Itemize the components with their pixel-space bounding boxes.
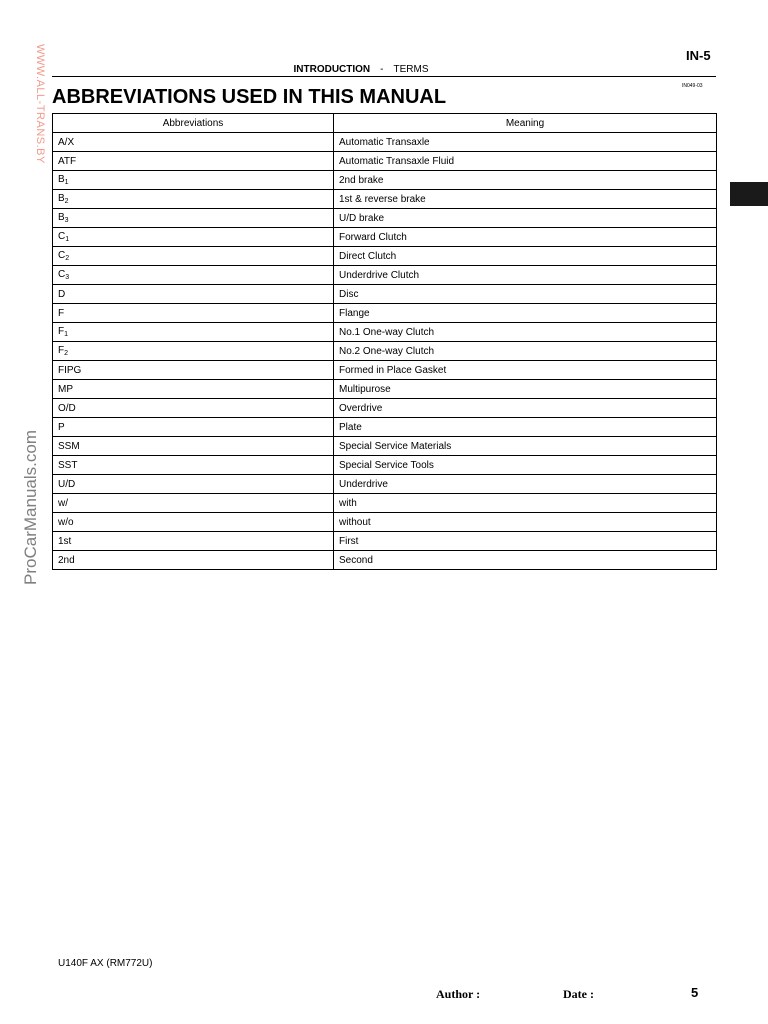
table-row	[53, 133, 717, 152]
meaning-cell: Automatic Transaxle	[334, 133, 717, 152]
abbreviation-text: FIPG	[58, 364, 82, 376]
abbreviation-cell	[53, 342, 334, 361]
abbreviation-cell	[53, 513, 334, 532]
abbreviation-cell	[53, 437, 334, 456]
meaning-cell: without	[334, 513, 717, 532]
abbreviation-subscript: 1	[64, 331, 69, 338]
abbreviation-text: 2nd	[58, 554, 75, 566]
table-row	[53, 475, 717, 494]
table-row	[53, 513, 717, 532]
meaning-cell: Second	[334, 551, 717, 570]
abbreviation-subscript: 1	[64, 179, 69, 186]
column-header-abbreviations: Abbreviations	[53, 114, 334, 133]
table-row	[53, 494, 717, 513]
abbreviation-cell	[53, 247, 334, 266]
table-row	[53, 209, 717, 228]
abbreviation-subscript: 2	[64, 350, 69, 357]
abbreviation-text: P	[58, 421, 65, 433]
running-head	[0, 64, 722, 75]
table-row	[53, 152, 717, 171]
meaning-cell: No.1 One-way Clutch	[334, 323, 717, 342]
table-row	[53, 323, 717, 342]
abbreviation-text: F	[58, 326, 65, 337]
abbreviation-subscript: 1	[65, 236, 70, 243]
column-header-meaning: Meaning	[334, 114, 717, 133]
abbreviation-cell	[53, 532, 334, 551]
doc-code: IN049-03	[682, 83, 703, 89]
meaning-cell: Overdrive	[334, 399, 717, 418]
page-id: IN-5	[686, 48, 711, 63]
table-row	[53, 190, 717, 209]
abbreviation-cell	[53, 551, 334, 570]
watermark-site: ProCarManuals.com	[21, 430, 40, 585]
abbreviation-cell	[53, 209, 334, 228]
abbreviation-text: ATF	[58, 155, 77, 167]
meaning-cell: Automatic Transaxle Fluid	[334, 152, 717, 171]
abbreviation-subscript: 2	[65, 255, 70, 262]
abbreviation-cell	[53, 266, 334, 285]
date-label: Date :	[563, 987, 594, 1001]
meaning-cell: No.2 One-way Clutch	[334, 342, 717, 361]
meaning-cell: Flange	[334, 304, 717, 323]
table-row	[53, 285, 717, 304]
abbreviations-table	[52, 113, 717, 570]
meaning-cell: Special Service Tools	[334, 456, 717, 475]
table-row	[53, 437, 717, 456]
table-row	[53, 304, 717, 323]
table-row	[53, 361, 717, 380]
abbreviation-text: SST	[58, 459, 78, 471]
abbreviation-text: C	[58, 250, 66, 261]
table-row	[53, 171, 717, 190]
abbreviation-subscript: 3	[64, 217, 69, 224]
watermark-url: WWW.ALL-TRANS.BY	[34, 44, 46, 164]
meaning-cell: Underdrive Clutch	[334, 266, 717, 285]
table-row	[53, 342, 717, 361]
abbreviation-cell	[53, 475, 334, 494]
meaning-cell: U/D brake	[334, 209, 717, 228]
meaning-cell: Direct Clutch	[334, 247, 717, 266]
abbreviation-cell	[53, 190, 334, 209]
meaning-cell: Underdrive	[334, 475, 717, 494]
abbreviation-text: O/D	[58, 402, 76, 414]
abbreviation-text: MP	[58, 383, 73, 395]
abbreviation-cell	[53, 399, 334, 418]
abbreviation-text: B	[58, 212, 65, 223]
table-row	[53, 247, 717, 266]
abbreviation-subscript: 3	[65, 274, 70, 281]
header-rule	[52, 76, 716, 77]
abbreviation-text: U/D	[58, 478, 76, 490]
meaning-cell: Special Service Materials	[334, 437, 717, 456]
abbreviation-text: A/X	[58, 136, 75, 148]
meaning-cell: First	[334, 532, 717, 551]
meaning-cell: Plate	[334, 418, 717, 437]
abbreviation-cell	[53, 361, 334, 380]
table-row	[53, 456, 717, 475]
abbreviation-text: D	[58, 288, 66, 300]
table-row	[53, 266, 717, 285]
table-header-row	[53, 114, 717, 133]
abbreviation-cell	[53, 285, 334, 304]
author-label: Author :	[436, 987, 481, 1001]
abbreviation-cell	[53, 323, 334, 342]
meaning-cell: Forward Clutch	[334, 228, 717, 247]
abbreviation-text: 1st	[58, 535, 72, 547]
meaning-cell: 1st & reverse brake	[334, 190, 717, 209]
abbreviation-cell	[53, 380, 334, 399]
section-tab-marker	[730, 182, 768, 206]
abbreviation-text: C	[58, 269, 66, 280]
table-row	[53, 418, 717, 437]
abbreviation-cell	[53, 228, 334, 247]
section-label: INTRODUCTION	[293, 64, 371, 75]
abbreviation-text: SSM	[58, 440, 80, 452]
table-row	[53, 532, 717, 551]
abbreviation-cell	[53, 456, 334, 475]
abbreviation-text: B	[58, 174, 65, 185]
table-row	[53, 228, 717, 247]
table-row	[53, 399, 717, 418]
table-body	[53, 133, 717, 570]
abbreviation-text: F	[58, 345, 65, 356]
page-number: 5	[691, 985, 699, 1000]
subsection-label: TERMS	[393, 64, 429, 75]
meaning-cell: Disc	[334, 285, 717, 304]
abbreviation-text: w/	[58, 497, 68, 509]
meaning-cell: 2nd brake	[334, 171, 717, 190]
abbreviation-cell	[53, 494, 334, 513]
table-row	[53, 380, 717, 399]
abbreviation-cell	[53, 171, 334, 190]
abbreviation-subscript: 2	[64, 198, 69, 205]
abbreviation-text: w/o	[58, 516, 74, 528]
abbreviation-cell	[53, 152, 334, 171]
abbreviation-text: C	[58, 231, 66, 242]
section-separator: -	[380, 64, 384, 75]
meaning-cell: Multipurose	[334, 380, 717, 399]
abbreviation-cell	[53, 418, 334, 437]
abbreviation-cell	[53, 304, 334, 323]
abbreviation-text: F	[58, 307, 65, 319]
abbreviation-cell	[53, 133, 334, 152]
model-code: U140F AX (RM772U)	[58, 958, 153, 969]
meaning-cell: with	[334, 494, 717, 513]
page-title: ABBREVIATIONS USED IN THIS MANUAL	[52, 86, 447, 108]
meaning-cell: Formed in Place Gasket	[334, 361, 717, 380]
abbreviation-text: B	[58, 193, 65, 204]
table-row	[53, 551, 717, 570]
